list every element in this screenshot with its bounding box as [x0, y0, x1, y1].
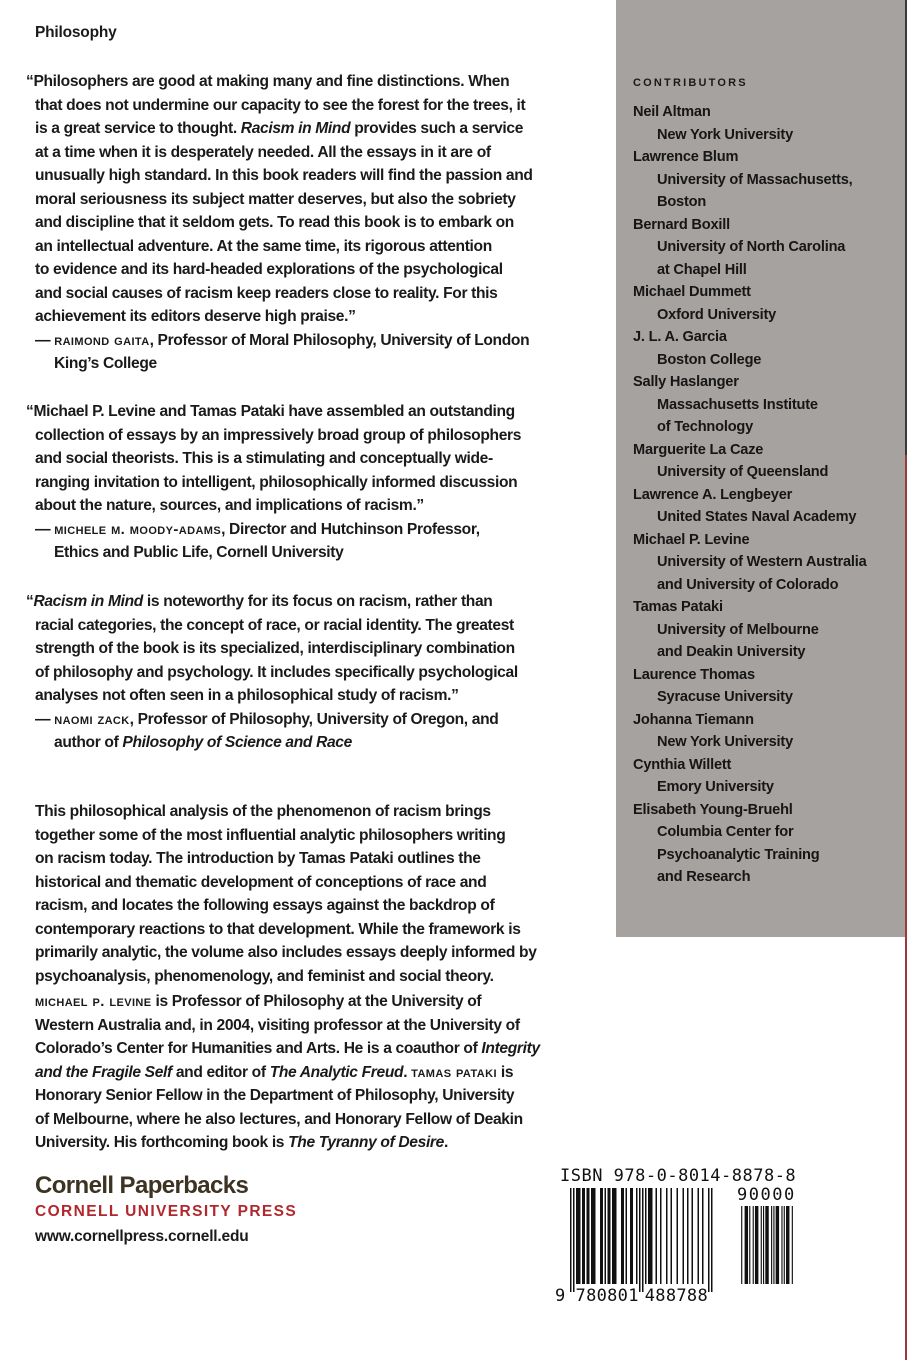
barcode-bar [781, 1206, 782, 1284]
contributor-entry [633, 439, 903, 484]
barcode-bar [666, 1188, 668, 1284]
contributor-name: Bernard Boxill [633, 216, 730, 233]
text-span: unusually high standard. In this book readers will find the passion and [35, 167, 533, 184]
text-span: ranging invitation to intelligent, philosophically informed discussion [35, 473, 518, 491]
contributor-affiliation: Boston College [657, 351, 762, 368]
text-span: provides such a service [350, 120, 524, 137]
barcode-bar [677, 1188, 679, 1284]
italic-title: Racism in Mind [33, 593, 143, 610]
attribution-line [35, 541, 610, 565]
text-span: This philosophical analysis of the phenomenon of racism brings [35, 803, 491, 820]
bio-line [35, 1061, 610, 1085]
press-name: CORNELL UNIVERSITY PRESS [35, 1203, 298, 1220]
contributor-affiliation: at Chapel Hill [657, 261, 747, 278]
contributors-panel [616, 0, 905, 937]
text-span: collection of essays by an impressively broad group of philosophers [35, 426, 522, 444]
contributor-affiliation: University of Queensland [657, 464, 829, 480]
category-label: Philosophy [35, 24, 117, 41]
bio-line [35, 1108, 610, 1132]
attribution-line [35, 518, 610, 542]
barcode-bar [683, 1188, 685, 1284]
description-line [35, 941, 610, 965]
barcode-bar [648, 1188, 653, 1284]
description-line [35, 800, 610, 824]
description-line [35, 894, 610, 918]
attribution-line [35, 329, 610, 353]
contributor-name: Lawrence Blum [633, 149, 739, 165]
text-span: together some of the most influential analytic philosophers writing [35, 826, 506, 844]
contributor-affiliation: University of Melbourne [657, 621, 819, 638]
bio-line [35, 1131, 610, 1155]
contributor-affiliation: Psychoanalytic Training [657, 846, 820, 863]
contributor-name: Sally Haslanger [633, 374, 739, 390]
text-span: strength of the book is its specialized, interdisciplinary combination [35, 640, 515, 657]
barcode-bar [600, 1188, 603, 1284]
text-span: of Melbourne, where he also lectures, and Honorary Fellow of Deakin [35, 1110, 523, 1128]
barcode-bar [784, 1206, 785, 1284]
quote-line [35, 282, 610, 306]
text-span: about the nature, sources, and implications of racism.” [35, 497, 424, 514]
barcode-first-digit: 9 [555, 1286, 566, 1306]
publisher-url[interactable]: www.cornellpress.cornell.edu [35, 1228, 249, 1245]
text-span: King’s College [54, 355, 157, 372]
text-span: historical and thematic development of conceptions of race and [35, 873, 487, 891]
barcode-left-digits: 780801 [575, 1286, 639, 1306]
barcode-bar [741, 1206, 742, 1284]
quote-attribution [35, 329, 610, 376]
italic-title: The Analytic Freud [269, 1063, 404, 1081]
barcode-bar [587, 1188, 590, 1284]
text-span: contemporary reactions to that development. While the framework is [35, 920, 521, 938]
italic-title: Racism in Mind [240, 120, 351, 137]
person-name: tamas pataki [411, 1063, 497, 1081]
attribution-line [35, 352, 610, 376]
barcode-bar [608, 1188, 611, 1284]
contributor-entry [633, 709, 903, 754]
text-span: psychoanalysis, phenomenology, and feminist and social theory. [35, 967, 494, 985]
barcode-bar [626, 1188, 628, 1284]
contributor-name: Michael P. Levine [633, 531, 750, 548]
text-span: is [496, 1063, 514, 1081]
person-name: michael p. levine [35, 993, 152, 1010]
description-line [35, 965, 610, 989]
text-span: is a great service to thought. [35, 120, 241, 137]
barcode-bar [671, 1188, 673, 1284]
barcode-bar [698, 1188, 700, 1284]
contributors-list [633, 101, 903, 889]
barcode-bar [692, 1188, 694, 1284]
description-line [35, 918, 610, 942]
contributor-entry [633, 484, 903, 529]
contributor-affiliation: and Research [657, 869, 751, 885]
addon-bars [740, 1206, 805, 1286]
contributor-affiliation: Oxford University [657, 306, 777, 323]
quote-line [35, 188, 610, 212]
description-line [35, 847, 610, 871]
text-span: author of [54, 734, 123, 751]
barcode-bar [773, 1206, 774, 1284]
text-span: on racism today. The introduction by Tamas Pataki outlines the [35, 850, 481, 867]
contributor-name: Marguerite La Caze [633, 441, 764, 458]
book-description [35, 800, 610, 988]
contributor-entry [633, 371, 903, 439]
contributor-entry [633, 664, 903, 709]
attribution-line [35, 708, 610, 732]
barcode-bar [582, 1188, 585, 1284]
contributor-entry [633, 596, 903, 664]
quote-line [35, 258, 610, 282]
barcode-bar [660, 1188, 662, 1284]
quote-line [35, 684, 610, 708]
barcode-bar [645, 1188, 647, 1284]
barcode-bar [621, 1188, 624, 1284]
bio-line [35, 1037, 610, 1061]
quote-line [35, 305, 610, 329]
contributor-entry [633, 101, 903, 146]
text-span: and social theorists. This is a stimulating and conceptually wide- [35, 450, 493, 467]
italic-title: and the Fragile Self [35, 1063, 172, 1081]
person-name: raimond gaita [54, 331, 150, 349]
bio-line [35, 1084, 610, 1108]
contributor-affiliation: United States Naval Academy [657, 509, 857, 525]
barcode-bar [636, 1188, 638, 1284]
barcode-bar [745, 1206, 748, 1284]
bio-line [35, 1014, 610, 1038]
text-span: University. His forthcoming book is [35, 1134, 289, 1151]
barcode-bar [755, 1206, 758, 1284]
isbn-barcode [555, 1166, 815, 1316]
text-span: “ [26, 593, 34, 610]
text-span: , Professor of Philosophy, University of Oregon, and [129, 710, 499, 728]
italic-title: Philosophy of Science and Race [122, 734, 352, 751]
barcode-bar [761, 1206, 762, 1284]
text-span: Colorado’s Center for Humanities and Arts. He is a coauthor of [35, 1040, 482, 1057]
text-span: achievement its editors deserve high praise.” [35, 308, 356, 325]
barcode-digits [555, 1286, 708, 1306]
contributor-entry [633, 529, 903, 597]
text-span: and discipline that it seldom gets. To read this book is to embark on [35, 214, 514, 231]
contributor-name: Michael Dummett [633, 284, 751, 300]
text-span: Ethics and Public Life, Cornell University [54, 544, 344, 561]
barcode-bar [749, 1206, 750, 1284]
text-span: racial categories, the concept of race, or racial identity. The greatest [35, 616, 514, 634]
contributor-name: Elisabeth Young-Bruehl [633, 801, 793, 818]
contributor-affiliation: of Technology [657, 419, 754, 435]
contributor-affiliation: Emory University [657, 779, 774, 795]
quote-attribution [35, 708, 610, 755]
text-span: of philosophy and psychology. It includes specifically psychological [35, 663, 518, 681]
text-span: Honorary Senior Fellow in the Department of Philosophy, University [35, 1087, 515, 1104]
text-span: is Professor of Philosophy at the University of [151, 993, 482, 1010]
contributor-entry [633, 326, 903, 371]
description-line [35, 824, 610, 848]
text-span: , Professor of Moral Philosophy, University of London [149, 331, 530, 349]
contributor-entry [633, 146, 903, 214]
contributor-affiliation: New York University [657, 126, 793, 143]
text-span: “Michael P. Levine and Tamas Pataki have assembled an outstanding [26, 403, 515, 420]
endorsement-quote [26, 70, 610, 376]
quote-line [35, 494, 610, 518]
barcode-bar [763, 1206, 764, 1284]
text-span: an intellectual adventure. At the same time, its rigorous attention [35, 237, 492, 255]
contributor-affiliation: Massachusetts Institute [657, 396, 818, 413]
contributor-entry [633, 754, 903, 799]
text-span: — [35, 520, 55, 538]
contributor-entry [633, 281, 903, 326]
quote-line [35, 637, 610, 661]
text-span: — [35, 331, 55, 349]
barcode-bar [765, 1206, 768, 1284]
text-span: and editor of [171, 1063, 270, 1081]
quote-line [35, 424, 610, 448]
contributor-name: Cynthia Willett [633, 756, 732, 773]
contributor-affiliation: Boston [657, 194, 707, 210]
barcode-bar [605, 1188, 607, 1284]
barcode-bar [711, 1188, 713, 1292]
contributor-name: Laurence Thomas [633, 666, 755, 683]
contributor-affiliation: University of Massachusetts, [657, 171, 853, 188]
barcode-bar [771, 1206, 772, 1284]
ean13-bars [570, 1188, 730, 1298]
text-span: , Director and Hutchinson Professor, [221, 520, 480, 538]
text-span: analyses not often seen in a philosophical study of racism.” [35, 687, 459, 704]
barcode-bar [776, 1206, 779, 1284]
contributor-affiliation: and Deakin University [657, 644, 806, 660]
publisher-block [35, 1171, 297, 1249]
contributor-affiliation: Syracuse University [657, 689, 793, 705]
contributor-affiliation: Columbia Center for [657, 824, 794, 840]
italic-title: The Tyranny of Desire [288, 1134, 444, 1151]
text-span: that does not undermine our capacity to see the forest for the trees, it [35, 96, 526, 114]
contributor-name: Tamas Pataki [633, 599, 723, 615]
barcode-bar [786, 1206, 789, 1284]
description-line [35, 871, 610, 895]
contributor-affiliation: University of Western Australia [657, 554, 867, 570]
barcode-bar [656, 1188, 658, 1284]
quote-line [35, 211, 610, 235]
contributor-affiliation: and University of Colorado [657, 576, 839, 593]
barcode-bar [573, 1188, 575, 1292]
barcode-bar [792, 1206, 793, 1284]
attribution-line [35, 731, 610, 755]
quote-line [35, 141, 610, 165]
quote-line [35, 235, 610, 259]
text-span: Western Australia and, in 2004, visiting professor at the University of [35, 1016, 520, 1034]
contributors-heading: CONTRIBUTORS [633, 77, 748, 89]
text-span: moral seriousness its subject matter deserves, but also the sobriety [35, 190, 516, 208]
barcode-bar [702, 1188, 704, 1284]
contributor-entry [633, 799, 903, 889]
contributor-name: J. L. A. Garcia [633, 329, 727, 345]
barcode-bar [630, 1188, 633, 1284]
contributor-entry [633, 214, 903, 282]
quote-line [35, 471, 610, 495]
quote-line [26, 400, 610, 424]
quote-line [35, 117, 610, 141]
person-name: michele m. moody-adams [54, 520, 222, 538]
contributor-name: Lawrence A. Lengbeyer [633, 486, 793, 503]
endorsement-quote [26, 400, 610, 565]
barcode-bar [753, 1206, 754, 1284]
quote-line [26, 590, 610, 614]
contributor-name: Johanna Tiemann [633, 711, 754, 728]
isbn-label: ISBN 978-0-8014-8878-8 [560, 1166, 797, 1186]
text-span: primarily analytic, the volume also includes essays deeply informed by [35, 944, 537, 961]
text-span: racism, and locates the following essays against the backdrop of [35, 897, 495, 914]
barcode-bar [591, 1188, 596, 1284]
quote-line [35, 661, 610, 685]
contributor-affiliation: University of North Carolina [657, 239, 846, 255]
quote-line [35, 164, 610, 188]
editor-bios [35, 990, 610, 1155]
barcode-bar [639, 1188, 641, 1292]
text-span: . [403, 1063, 412, 1081]
text-span: to evidence and its hard-headed explorations of the psychological [35, 261, 503, 278]
contributor-affiliation: New York University [657, 734, 793, 750]
quote-attribution [35, 518, 610, 565]
bio-line [35, 990, 610, 1014]
italic-title: Integrity [481, 1040, 540, 1057]
barcode-bar [612, 1188, 617, 1284]
price-code: 90000 [737, 1185, 796, 1205]
imprint-name: Cornell Paperbacks [35, 1172, 249, 1199]
text-span: — [35, 710, 55, 728]
barcode-bar [576, 1188, 581, 1284]
quote-line [35, 447, 610, 471]
contributor-name: Neil Altman [633, 104, 711, 120]
quote-line [35, 94, 610, 118]
barcode-bar [642, 1188, 644, 1292]
endorsement-quote [26, 590, 610, 755]
barcode-bar [687, 1188, 689, 1284]
barcode-right-digits: 488788 [644, 1286, 708, 1306]
text-span: “Philosophers are good at making many and fine distinctions. When [26, 73, 510, 90]
text-span: is noteworthy for its focus on racism, rather than [142, 593, 493, 610]
text-span: at a time when it is desperately needed. All the essays in it are of [35, 143, 491, 161]
quote-line [35, 614, 610, 638]
person-name: naomi zack [54, 710, 130, 728]
quote-line [26, 70, 610, 94]
text-span: . [443, 1134, 448, 1151]
barcode-bar [708, 1188, 710, 1292]
text-span: and social causes of racism keep readers close to reality. For this [35, 284, 498, 302]
barcode-bar [570, 1188, 572, 1292]
